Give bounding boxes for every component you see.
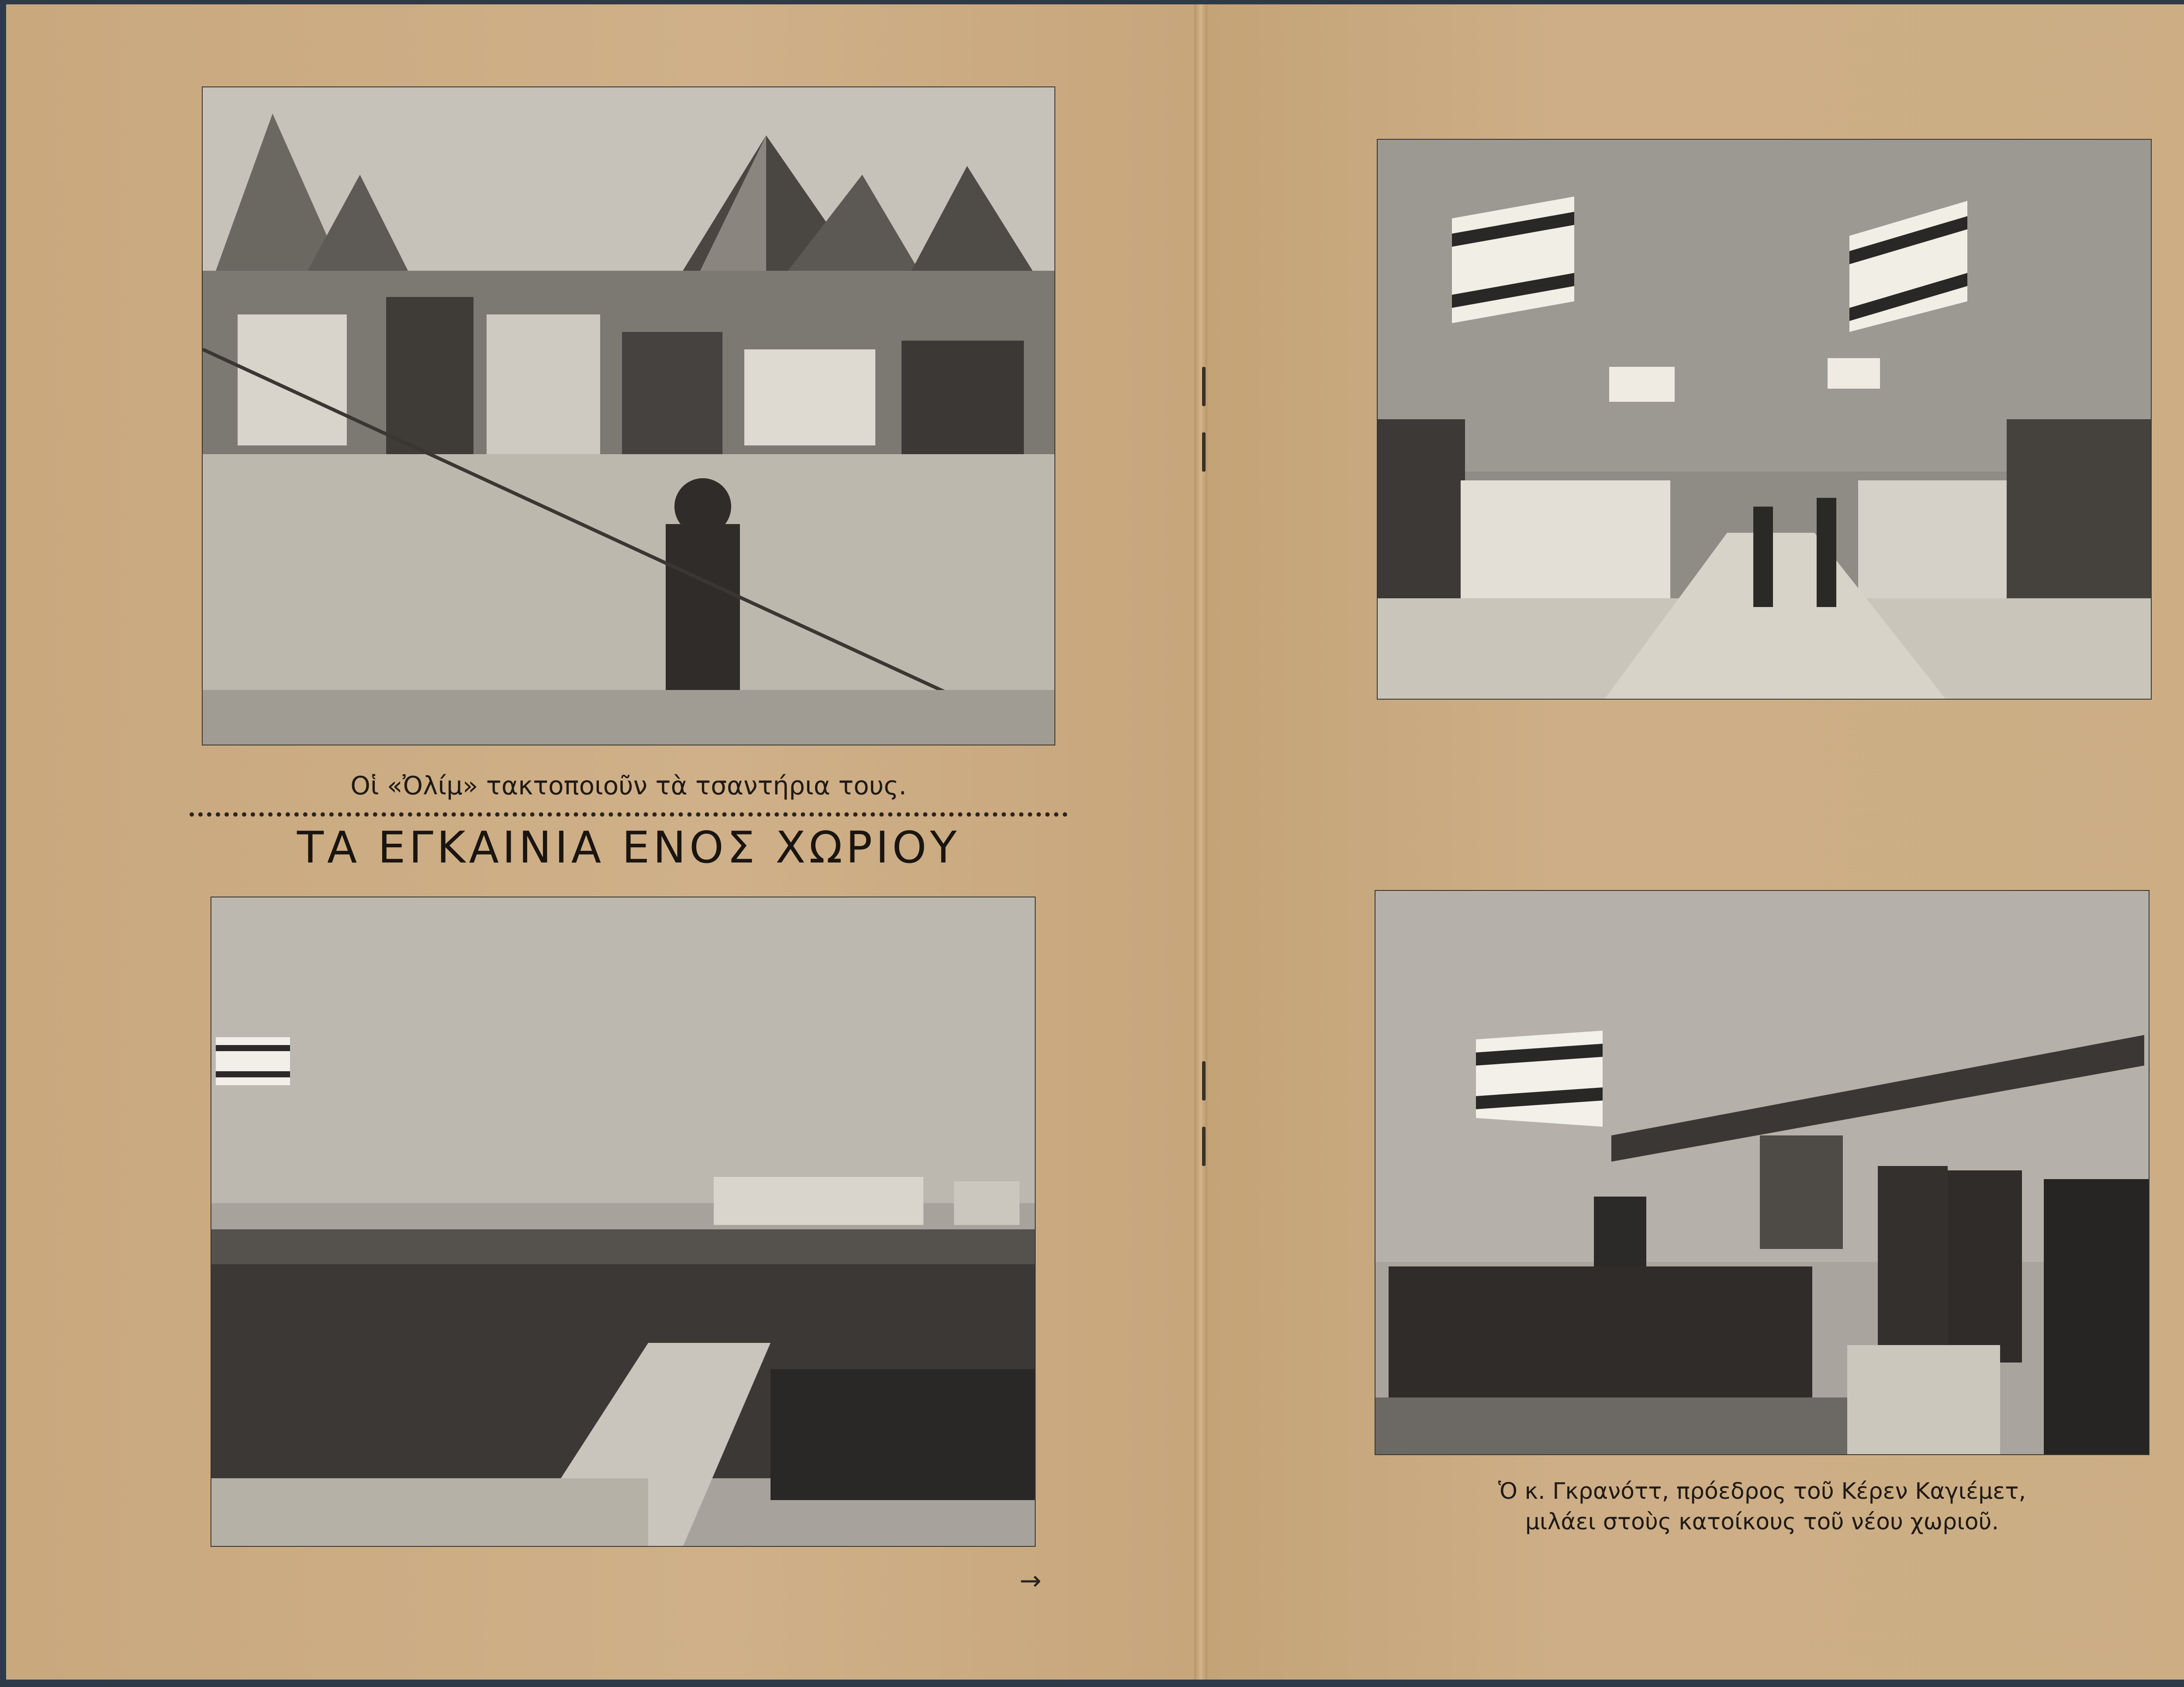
flag-icon [1476, 1031, 1603, 1127]
flags-village-photo [1378, 140, 2151, 699]
caption-bottom-right-line1: Ὁ κ. Γκρανόττ, πρόεδρος τοῦ Κέρεν Καγιέμετ, [1498, 1478, 2026, 1504]
binding-staple-mid [1202, 432, 1206, 472]
crowd-illustration [211, 897, 1035, 1546]
section-heading: ΤΑ ΕΓΚΑΙΝΙΑ ΕΝΟΣ ΧΩΡΙΟΥ [297, 822, 961, 873]
speaker-podium-illustration [1375, 891, 2149, 1454]
divider-dotted-line [190, 812, 1068, 817]
binding-staple-bottom [1202, 1127, 1206, 1166]
right-page [1207, 4, 2184, 1680]
booklet-spread [6, 4, 2184, 1680]
speaker-podium-photo [1375, 891, 2149, 1454]
crowd-gathering-photo [211, 897, 1035, 1546]
left-page [6, 4, 1194, 1680]
binding-staple-lower [1202, 1061, 1206, 1101]
flag-icon [1452, 197, 1574, 323]
center-gutter [1194, 4, 1207, 1680]
continue-arrow: → [1019, 1566, 1042, 1596]
caption-bottom-right-line2: μιλάει στοὺς κατοίκους τοῦ νέου χωριοῦ. [1525, 1509, 1999, 1535]
caption-top-left: Οἱ «Ὀλίμ» τακτοποιοῦν τὰ τσαντήρια τους. [350, 771, 907, 800]
flag-icon [216, 1037, 290, 1085]
camp-tents-illustration [203, 87, 1054, 745]
flags-village-illustration [1378, 140, 2151, 699]
camp-tents-photo [203, 87, 1054, 745]
binding-staple-top [1202, 367, 1206, 406]
